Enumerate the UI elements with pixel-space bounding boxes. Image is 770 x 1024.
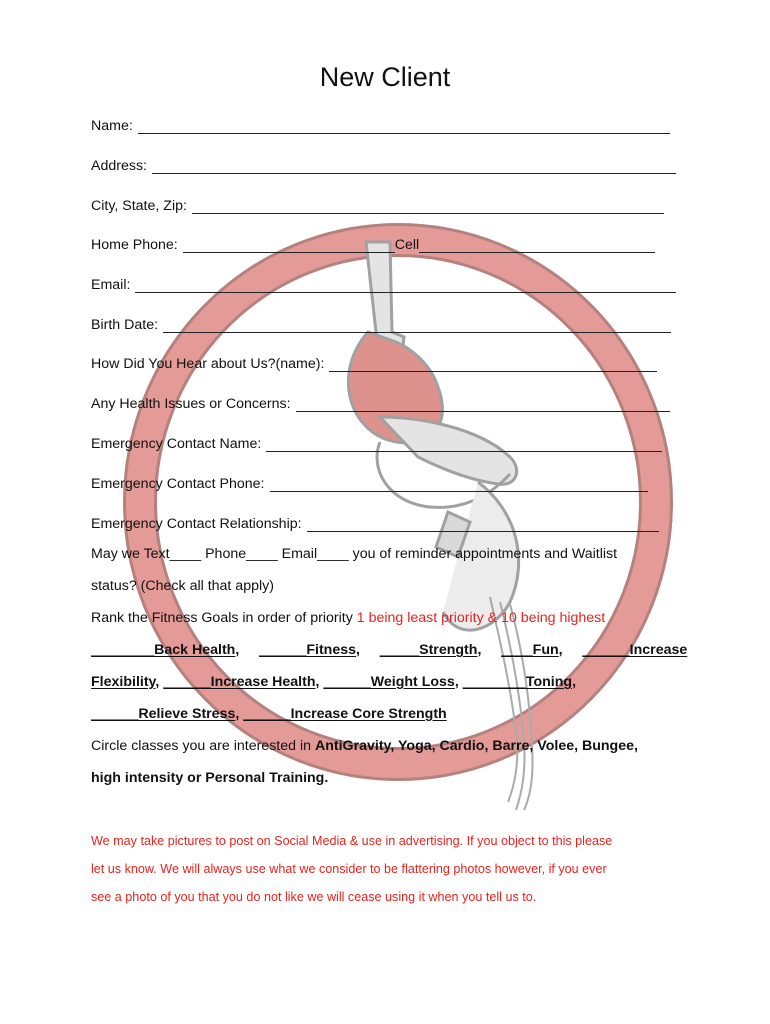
aerial-ring-logo-watermark: [118, 212, 678, 812]
name-field[interactable]: [91, 117, 670, 134]
referral-field[interactable]: [91, 355, 657, 372]
photo-notice-line-1: We may take pictures to post on Social Media & use in advertising. If you object to this please: [91, 834, 613, 848]
name-label: Name:: [91, 118, 133, 134]
goal-increase-health[interactable]: ______Increase Health: [163, 674, 316, 690]
goal-increase-core-strength[interactable]: ______Increase Core Strength: [243, 706, 447, 722]
birth-date-input-line[interactable]: [163, 316, 671, 333]
photo-notice-line-2: let us know. We will always use what we consider to be flattering photos however, if you ever: [91, 862, 607, 876]
emergency-contact-relationship-input-line[interactable]: [307, 515, 659, 532]
email-label: Email:: [91, 277, 131, 293]
name-input-line[interactable]: [138, 117, 670, 134]
fitness-goals-row-3: ______Relieve Stress, ______Increase Core Strength: [91, 706, 447, 722]
health-issues-label: Any Health Issues or Concerns:: [91, 396, 291, 412]
birth-date-label: Birth Date:: [91, 317, 159, 333]
address-label: Address:: [91, 158, 147, 174]
health-issues-input-line[interactable]: [296, 395, 670, 412]
goal-back-health[interactable]: ________Back Health: [91, 642, 236, 658]
emergency-contact-phone-label: Emergency Contact Phone:: [91, 476, 265, 492]
emergency-contact-name-input-line[interactable]: [266, 435, 662, 452]
fitness-goals-prompt-text: Rank the Fitness Goals in order of priority: [91, 610, 353, 626]
emergency-contact-relationship-field[interactable]: [91, 515, 659, 532]
goal-weight-loss[interactable]: ______Weight Loss: [323, 674, 455, 690]
emergency-contact-phone-input-line[interactable]: [270, 475, 648, 492]
fitness-goals-row-2: Flexibility, ______Increase Health, ______Weight Loss, ________Toning,: [91, 674, 577, 690]
health-issues-field[interactable]: [91, 395, 670, 412]
classes-interest-line-1: [91, 738, 638, 754]
classes-list-2: high intensity or Personal Training.: [91, 770, 329, 786]
goal-fun[interactable]: ____Fun: [501, 642, 559, 658]
address-field[interactable]: [91, 157, 676, 174]
classes-list-1: AntiGravity, Yoga, Cardio, Barre, Volee, Bungee,: [314, 738, 638, 754]
referral-label: How Did You Hear about Us?(name):: [91, 356, 325, 372]
cell-label: Cell: [394, 237, 420, 253]
reminder-preferences-line-1: May we Text____ Phone____ Email____ you of reminder appointments and Waitlist: [91, 546, 618, 562]
city-state-zip-label: City, State, Zip:: [91, 198, 187, 214]
page-title: New Client: [319, 62, 451, 92]
referral-input-line[interactable]: [329, 355, 657, 372]
home-phone-input-line[interactable]: [183, 236, 395, 253]
emergency-contact-name-field[interactable]: [91, 435, 662, 452]
emergency-contact-name-label: Emergency Contact Name:: [91, 436, 262, 452]
goal-toning[interactable]: ________Toning: [462, 674, 573, 690]
fitness-goals-row-1: ________Back Health, ______Fitness, _____Strength, ____Fun, ______Increase: [91, 642, 688, 658]
address-input-line[interactable]: [152, 157, 676, 174]
goal-relieve-stress[interactable]: ______Relieve Stress: [91, 706, 236, 722]
cell-input-line[interactable]: [419, 236, 655, 253]
email-field[interactable]: [91, 276, 676, 293]
birth-date-field[interactable]: [91, 316, 671, 333]
fitness-goals-prompt: [91, 610, 605, 626]
emergency-contact-phone-field[interactable]: [91, 475, 648, 492]
goal-fitness[interactable]: ______Fitness: [259, 642, 357, 658]
priority-note: 1 being least priority & 10 being highest: [356, 610, 606, 626]
home-phone-label: Home Phone:: [91, 237, 178, 253]
emergency-contact-relationship-label: Emergency Contact Relationship:: [91, 516, 302, 532]
goal-flexibility[interactable]: Flexibility: [91, 674, 156, 690]
city-state-zip-input-line[interactable]: [192, 197, 664, 214]
goal-strength[interactable]: _____Strength: [379, 642, 478, 658]
reminder-preferences-line-2: status? (Check all that apply): [91, 578, 274, 594]
city-state-zip-field[interactable]: [91, 197, 664, 214]
home-phone-field[interactable]: [91, 236, 655, 253]
classes-prompt: Circle classes you are interested in: [91, 738, 312, 754]
photo-notice-line-3: see a photo of you that you do not like we will cease using it when you tell us to.: [91, 890, 537, 904]
email-input-line[interactable]: [135, 276, 676, 293]
goal-increase[interactable]: ______Increase: [582, 642, 688, 658]
